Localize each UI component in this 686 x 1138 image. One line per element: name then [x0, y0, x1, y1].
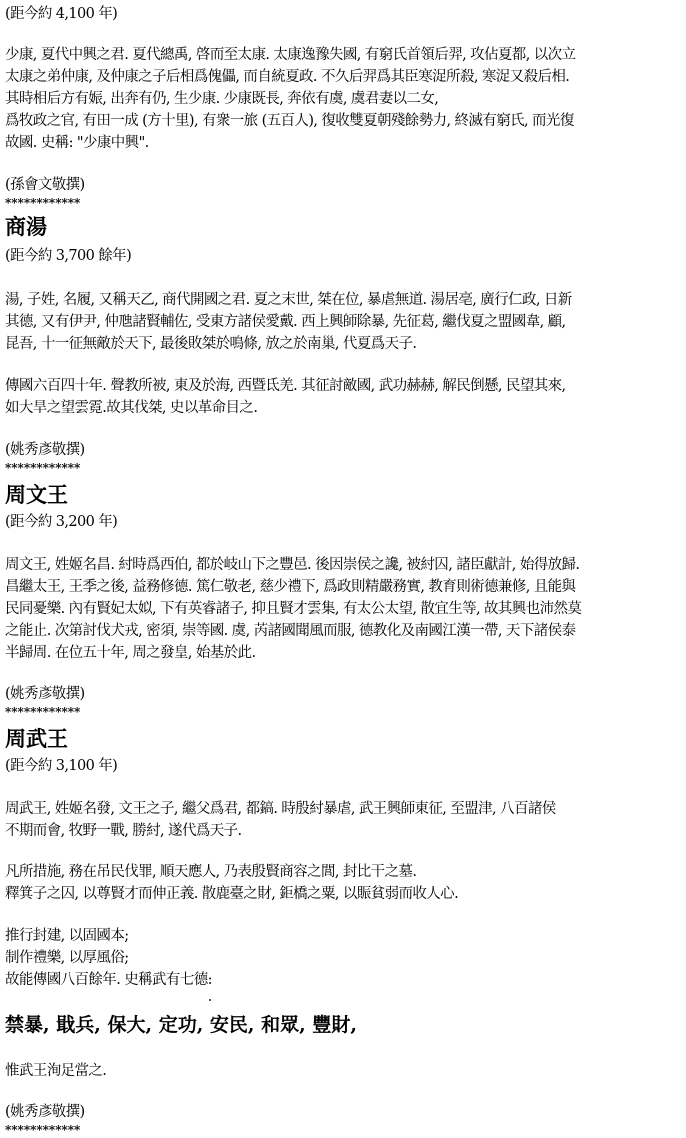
paragraph-line: 推行封建, 以固國本; — [5, 928, 129, 944]
section-title: 商湯 — [5, 214, 47, 239]
section-title: 周文王 — [5, 482, 68, 507]
paragraph-line: 制作禮樂, 以厚風俗; — [5, 950, 129, 966]
paragraph-line: 如大旱之望雲霓.故其伐桀, 史以革命目之. — [5, 400, 258, 416]
paragraph-line: 爲牧政之官, 有田一成 (方十里), 有衆一旅 (五百人), 復收雙夏朝殘餘勢力, 終滅有窮氏, 而光復 — [5, 113, 574, 129]
paragraph-line: 故能傳國八百餘年. 史稱武有七德: — [5, 972, 212, 988]
section-divider: ************ — [5, 705, 81, 719]
paragraph-line: 不期而會, 牧野一戰, 勝紂, 遂代爲天子. — [5, 823, 242, 839]
paragraph-line: 之能止. 次第討伐犬戎, 密須, 崇等國. 虞, 芮諸國聞風而服, 德教化及南國江漢一帶, 天下諸侯泰 — [5, 623, 576, 639]
paragraph-line: 昆吾, 十一征無敵於天下, 最後敗桀於鳴條, 放之於南巢, 代夏爲天子. — [5, 336, 417, 352]
paragraph-line: 周文王, 姓姬名昌. 紂時爲西伯, 都於岐山下之豐邑. 後因崇侯之讒, 被紂囚, 諸臣獻計, 始得放歸. — [5, 557, 580, 573]
author-credit: (姚秀彥敬撰) — [5, 442, 85, 458]
paragraph-line: 太康之弟仲康, 及仲康之子后相爲傀儡, 而自統夏政. 不久后羿爲其臣寒浞所殺, 寒浞又殺后相. — [5, 69, 570, 85]
section-title: 周武王 — [5, 726, 68, 751]
paragraph-line: 故國. 史稱: "少康中興". — [5, 135, 149, 151]
seven-virtues: 禁暴, 戢兵, 保大, 定功, 安民, 和眾, 豐財, — [5, 1014, 357, 1036]
paragraph-line: 其德, 又有伊尹, 仲虺諸賢輔佐, 受東方諸侯愛戴. 西上興師除暴, 先征葛, 繼伐夏之盟國韋, 顧, — [5, 314, 566, 330]
section-divider: ************ — [5, 1123, 81, 1137]
section-date: (距今約 3,100 年) — [5, 758, 118, 774]
paragraph-line: 民同憂樂. 內有賢妃太姒, 下有英睿諸子, 抑且賢才雲集, 有太公太望, 散宜生等, 故其興也沛然莫 — [5, 601, 582, 617]
paragraph-line: 傳國六百四十年. 聲教所被, 東及於海, 西暨氐羌. 其征討敵國, 武功赫赫, 解民倒懸, 民望其來, — [5, 378, 566, 394]
author-credit: (姚秀彥敬撰) — [5, 1104, 85, 1120]
paragraph-line: 其時相后方有娠, 出奔有仍, 生少康. 少康既長, 奔依有虞, 虞君妻以二女, — [5, 91, 439, 107]
paragraph-line: 周武王, 姓姬名發, 文王之子, 繼父爲君, 都鎬. 時殷紂暴虐, 武王興師東征, 至盟津, 八百諸侯 — [5, 801, 556, 817]
paragraph-line: 湯, 子姓, 名履, 又稱天乙, 商代開國之君. 夏之末世, 桀在位, 暴虐無道. 湯居亳, 廣行仁政, 日新 — [5, 292, 572, 308]
section-divider: ************ — [5, 461, 81, 475]
section-date: (距今約 4,100 年) — [5, 6, 118, 22]
paragraph-line: 惟武王洵足當之. — [5, 1063, 107, 1079]
section-date: (距今約 3,700 餘年) — [5, 248, 132, 264]
paragraph-line: 半歸周. 在位五十年, 周之發皇, 始基於此. — [5, 645, 256, 661]
paragraph-line: 釋箕子之囚, 以尊賢才而伸正義. 散鹿臺之財, 鉅橋之粟, 以賑貧弱而收人心. — [5, 886, 459, 902]
paragraph-line: 昌繼太王, 王季之後, 益務修德. 篤仁敬老, 慈少禮下, 爲政則精嚴務實, 教育則術德兼修, 且能與 — [5, 579, 576, 595]
section-divider: ************ — [5, 196, 81, 210]
paragraph-line: 少康, 夏代中興之君. 夏代總禹, 啓而至太康. 太康逸豫失國, 有窮氏首領后羿, 攻佔夏都, 以次立 — [5, 47, 576, 63]
paragraph-line: 凡所措施, 務在吊民伐罪, 順天應人, 乃表殷賢商容之閭, 封比干之墓. — [5, 864, 417, 880]
author-credit: (姚秀彥敬撰) — [5, 686, 85, 702]
author-credit: (孫會文敬撰) — [5, 177, 85, 193]
stray-mark — [209, 999, 211, 1001]
section-date: (距今約 3,200 年) — [5, 514, 118, 530]
